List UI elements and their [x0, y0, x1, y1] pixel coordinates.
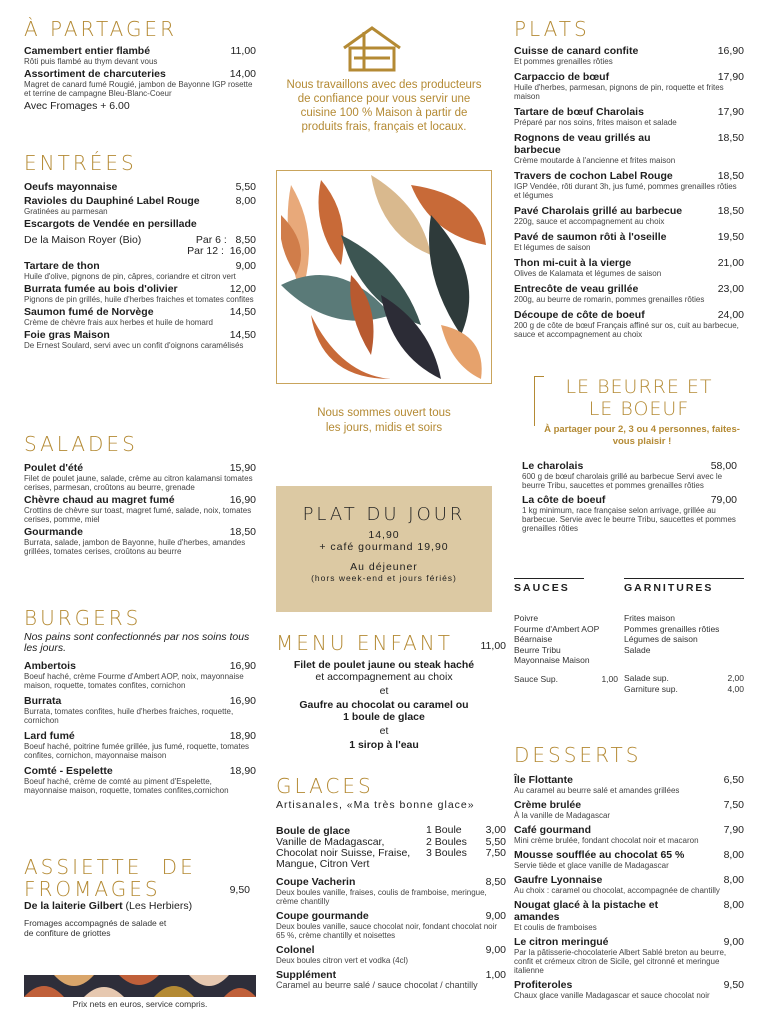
escargots-origin: De la Maison Royer (Bio) — [24, 234, 142, 246]
garniture-sup-label: Garniture sup. — [624, 684, 678, 694]
item-price: 8,00 — [235, 195, 256, 207]
item-price: 17,90 — [717, 106, 744, 118]
item-name: Le citron meringué — [514, 936, 609, 948]
item-price: 12,00 — [229, 283, 256, 295]
item-name: Carpaccio de bœuf — [514, 71, 610, 83]
menu-item — [514, 936, 744, 975]
item-price: 8,00 — [723, 899, 744, 911]
sauce-sup-label: Sauce Sup. — [514, 673, 558, 684]
item-price: 9,00 — [485, 944, 506, 956]
garniture-item: Salade — [624, 644, 651, 655]
item-name: La côte de boeuf — [522, 494, 606, 506]
item-desc: Préparé par nos soins, frites maison et salade — [514, 118, 677, 127]
menu-item — [24, 526, 256, 556]
menu-item — [24, 329, 256, 350]
menu-item — [276, 876, 506, 906]
item-name: Gourmande — [24, 526, 83, 538]
item-name: Pavé de saumon rôti à l'oseille — [514, 231, 667, 243]
item-name: Saumon fumé de Norvège — [24, 306, 154, 318]
item-name: De la laiterie Gilbert — [24, 900, 123, 912]
item-name: Colonel — [276, 944, 315, 956]
item-name: Chèvre chaud au magret fumé — [24, 494, 175, 506]
section-title-2: LE BOEUF — [588, 398, 690, 420]
menu-item — [514, 849, 744, 870]
enfant-line-4: 1 boule de glace — [343, 711, 425, 723]
item-desc: Crème de chèvre frais aux herbes et huile de homard — [24, 318, 213, 327]
menu-item — [514, 71, 744, 101]
menu-item — [276, 969, 506, 990]
section-entrees — [24, 152, 256, 352]
item-desc: Boeuf haché, crème Fourme d'Ambert AOP, noix, mayonnaise maison, roquette, tomates confites, cornichon — [24, 672, 244, 690]
menu-item — [514, 283, 744, 304]
section-desserts — [514, 744, 744, 1002]
section-title: GARNITURES — [624, 578, 744, 597]
item-name: Gaufre Lyonnaise — [514, 874, 603, 886]
item-price: 6,50 — [723, 774, 744, 786]
sauce-sup-price: 1,00 — [601, 673, 618, 684]
plat-du-jour-box — [276, 486, 492, 612]
section-assiette-fromages — [24, 856, 256, 938]
item-price: 9,50 — [229, 884, 250, 896]
section-title: MENU ENFANT — [276, 631, 453, 655]
garniture-item: Pommes grenailles rôties — [624, 623, 720, 634]
item-name: Ravioles du Dauphiné Label Rouge — [24, 195, 200, 207]
section-salades — [24, 433, 256, 558]
item-name: Tartare de thon — [24, 260, 100, 272]
item-desc: Rôti puis flambé au thym devant vous — [24, 57, 158, 66]
item-price: 9,50 — [723, 979, 744, 991]
item-price: 7,50 — [723, 799, 744, 811]
section-beurre-boeuf — [514, 376, 744, 535]
item-name: Nougat glacé à la pistache et amandes — [514, 899, 659, 923]
decorative-leaves-icon — [24, 975, 256, 997]
item-name: Le charolais — [522, 460, 584, 472]
menu-item — [514, 979, 744, 1000]
item-name: Burrata — [24, 695, 62, 707]
menu-item — [24, 765, 256, 795]
item-price: 18,90 — [229, 765, 256, 777]
item-desc: Fromages accompagnés de salade et de confiture de griottes — [24, 918, 167, 938]
item-desc: Olives de Kalamata et légumes de saison — [514, 269, 662, 278]
item-name: Tartare de bœuf Charolais — [514, 106, 644, 118]
item-name: Foie gras Maison — [24, 329, 110, 341]
sauce-item: Beurre Tribu — [514, 644, 561, 655]
section-title: À PARTAGER — [24, 17, 177, 41]
item-desc: 600 g de bœuf charolais grillé au barbecue Servi avec le beurre Tribu, saucettes et pommes grenailles rôties — [522, 472, 723, 490]
menu-item — [514, 799, 744, 820]
item-desc: Au caramel au beurre salé et amandes grillées — [514, 786, 680, 795]
menu-item — [514, 106, 744, 127]
illustration-frame — [276, 170, 492, 384]
item-desc: Et coulis de framboises — [514, 923, 597, 932]
item-name: Burrata fumée au bois d'olivier — [24, 283, 178, 295]
item-name: Rognons de veau grillés au barbecue — [514, 132, 651, 156]
glaces-sub: Artisanales, «Ma très bonne glace» — [276, 799, 475, 811]
item-desc: Burrata, salade, jambon de Bayonne, huile d'herbes, amandes grillées, tomates cerises, croûtons au beurre — [24, 538, 246, 556]
item-desc: 200 g de côte de bœuf Français affiné sur os, cuit au barbecue, sauce et accompagnement au choix — [514, 321, 739, 339]
menu-item — [514, 874, 744, 895]
boule-price: 7,50 — [485, 847, 506, 859]
item-desc: Au choix : caramel ou chocolat, accompagnée de chantilly — [514, 886, 720, 895]
item-name: Entrecôte de veau grillée — [514, 283, 639, 295]
plat-du-jour-note: (hors week-end et jours fériés) — [311, 573, 457, 583]
item-name: Cuisse de canard confite — [514, 45, 639, 57]
menu-item — [24, 660, 256, 690]
section-title: PLATS — [514, 17, 590, 41]
item-name: Île Flottante — [514, 774, 573, 786]
menu-item — [24, 195, 256, 216]
menu-item — [276, 910, 506, 940]
menu-item — [514, 309, 744, 339]
leaves-illustration-icon — [281, 175, 487, 379]
item-price: 79,00 — [710, 494, 737, 506]
beurre-sub: À partager pour 2, 3 ou 4 personnes, faites-vous plaisir ! — [544, 424, 740, 447]
item-name: Oeufs mayonnaise — [24, 181, 118, 193]
cheese-extra: Avec Fromages + 6.00 — [24, 100, 130, 112]
item-name: Coupe gourmande — [276, 910, 369, 922]
item-desc: Crottins de chèvre sur toast, magret fumé, salade, noix, tomates cerises, pomme, miel — [24, 506, 252, 524]
sauce-item: Fourme d'Ambert AOP — [514, 623, 600, 634]
item-price: 11,00 — [480, 640, 506, 652]
item-desc: Boeuf haché, poitrine fumée grillée, jus fumé, roquette, tomates confites, cornichon, mayonnaise maison — [24, 742, 250, 760]
item-desc: Huile d'olive, pignons de pin, câpres, coriandre et citron vert — [24, 272, 236, 281]
decorative-banner — [24, 975, 256, 997]
boule-qty: 3 Boules — [426, 847, 467, 859]
menu-item — [24, 730, 256, 760]
garniture-sup-label: Salade sup. — [624, 673, 669, 683]
section-title: LE BEURRE ET — [565, 376, 713, 398]
enfant-line-1: Filet de poulet jaune ou steak haché — [293, 659, 475, 671]
item-desc: Magret de canard fumé Rougié, jambon de Bayonne IGP rosette et terrine de campagne Bleu-Blanc-Coeur — [24, 80, 253, 98]
item-price: 18,90 — [229, 730, 256, 742]
section-title: GLACES — [276, 774, 374, 798]
garniture-item: Frites maison — [624, 613, 676, 623]
item-desc: De Ernest Soulard, servi avec un confit d'oignons caramélisés — [24, 341, 244, 350]
section-title: SALADES — [24, 432, 138, 456]
section-sauces — [514, 578, 618, 684]
item-desc: Par la pâtisserie-chocolaterie Albert Sablé breton au beurre, confit et crémeux citron de Sicile, gel citronné et meringue italienne — [514, 948, 727, 975]
item-price: 18,50 — [717, 170, 744, 182]
section-burgers — [24, 607, 256, 797]
item-price: 5,50 — [235, 181, 256, 193]
enfant-line-2: et accompagnement au choix — [315, 671, 453, 683]
item-desc: 200g, au beurre de romarin, pommes grenailles rôties — [514, 295, 705, 304]
item-name: Café gourmand — [514, 824, 592, 836]
section-title: DESSERTS — [514, 743, 642, 767]
item-price: 8,00 — [723, 874, 744, 886]
item-price: 8,50 — [485, 876, 506, 888]
section-title: BURGERS — [24, 606, 142, 630]
section-title: SAUCES — [514, 578, 584, 597]
item-price: 16,90 — [717, 45, 744, 57]
item-price: 9,00 — [485, 910, 506, 922]
item-price: 14,00 — [229, 68, 256, 80]
boule-qty: 1 Boule — [426, 824, 462, 836]
item-desc: Deux boules vanille, sauce chocolat noir, fondant chocolat noir 65 %, crème chantilly et noisettes — [276, 922, 498, 940]
section-plats — [514, 18, 744, 341]
boule-price: 5,50 — [485, 835, 506, 848]
item-desc: Servie tiède et glace vanille de Madagascar — [514, 861, 669, 870]
item-desc: Deux boules vanille, fraises, coulis de framboise, meringue, crème chantilly — [276, 888, 487, 906]
menu-item — [24, 260, 256, 281]
item-desc: Boeuf haché, crème de comté au piment d'Espelette, mayonnaise maison, roquette, tomates confites,cornichon — [24, 777, 229, 795]
menu-item — [514, 774, 744, 795]
item-desc: Caramel au beurre salé / sauce chocolat / chantilly — [276, 980, 478, 990]
item-desc: 220g, sauce et accompagnement au choix — [514, 217, 665, 226]
garniture-sup-price: 4,00 — [727, 684, 744, 694]
item-name: Boule de glace — [276, 825, 351, 837]
item-price: 19,50 — [717, 231, 744, 243]
menu-item — [522, 460, 737, 490]
item-desc: Filet de poulet jaune, salade, crème au citron kalamansi tomates cerises, parmesan, croûtons au beurre, grenade — [24, 474, 253, 492]
item-desc: Vanille de Madagascar, Chocolat noir Suisse, Fraise, Mangue, Citron Vert — [276, 836, 411, 870]
item-desc: 1 kg minimum, race française selon arrivage, grillée au barbecue. Servie avec le beurre Tribu, saucettes et pommes grenailles rôties — [522, 506, 736, 533]
menu-item — [514, 45, 744, 66]
boule-qty: 2 Boules — [426, 835, 467, 848]
menu-item — [276, 944, 506, 965]
enfant-line-3: Gaufre au chocolat ou caramel ou — [299, 699, 469, 711]
item-name: Travers de cochon Label Rouge — [514, 170, 673, 182]
menu-item — [514, 170, 744, 200]
menu-item — [24, 68, 256, 98]
item-price: 21,00 — [717, 257, 744, 269]
item-name: Supplément — [276, 969, 337, 981]
boule-price: 3,00 — [485, 824, 506, 836]
item-name: Mousse soufflée au chocolat 65 % — [514, 849, 685, 861]
menu-item — [514, 824, 744, 845]
plat-du-jour-title: PLAT DU JOUR — [302, 504, 466, 525]
item-price: 58,00 — [710, 460, 737, 472]
item-desc: Pignons de pin grillés, huile d'herbes fraiches et tomates confites — [24, 295, 254, 304]
item-name: Lard fumé — [24, 730, 75, 742]
item-name: Poulet d'été — [24, 462, 84, 474]
plat-du-jour-cafe: + café gourmand 19,90 — [319, 541, 449, 553]
item-price: 14,50 — [229, 329, 256, 341]
item-desc: Et légumes de saison — [514, 243, 591, 252]
item-price: 18,50 — [717, 132, 744, 144]
plat-du-jour-price: 14,90 — [368, 529, 400, 541]
item-desc: Burrata, tomates confites, huile d'herbes fraiches, roquette, cornichon — [24, 707, 234, 725]
menu-item — [24, 306, 256, 327]
item-name: Pavé Charolais grillé au barbecue — [514, 205, 683, 217]
menu-item — [24, 181, 256, 193]
item-name: Ambertois — [24, 660, 76, 672]
section-garnitures — [624, 578, 744, 695]
item-price: 9,00 — [235, 260, 256, 272]
item-name: Coupe Vacherin — [276, 876, 356, 888]
item-price: 8,00 — [723, 849, 744, 861]
enfant-et-1: et — [379, 685, 389, 697]
item-name: Profiteroles — [514, 979, 573, 991]
menu-item — [514, 132, 744, 165]
garniture-item: Légumes de saison — [624, 634, 698, 644]
menu-item — [24, 695, 256, 725]
menu-item — [24, 462, 256, 492]
item-desc: À la vanille de Madagascar — [514, 811, 611, 820]
item-price: 15,90 — [229, 462, 256, 474]
item-price: 16,90 — [229, 494, 256, 506]
item-desc: Mini crème brulée, fondant chocolat noir et macaron — [514, 836, 699, 845]
section-glaces — [276, 775, 506, 992]
item-desc: Crème moutarde à l'ancienne et frites maison — [514, 156, 676, 165]
item-name: Camembert entier flambé — [24, 45, 151, 57]
footer-note: Prix nets en euros, service compris. — [72, 999, 208, 1009]
item-price: 16,90 — [229, 660, 256, 672]
sauce-item: Poivre — [514, 613, 539, 623]
menu-item — [514, 231, 744, 252]
enfant-et-2: et — [379, 725, 389, 737]
item-price: 7,90 — [723, 824, 744, 836]
sauce-item: Béarnaise — [514, 634, 553, 644]
menu-item — [24, 494, 256, 524]
item-desc: IGP Vendée, rôti durant 3h, jus fumé, pommes grenailles rôties et légumes — [514, 182, 737, 200]
item-name: Thon mi-cuit à la vierge — [514, 257, 632, 269]
item-name: Découpe de côte de boeuf — [514, 309, 645, 321]
menu-item — [24, 283, 256, 304]
item-price: 16,90 — [229, 695, 256, 707]
menu-item — [514, 899, 744, 932]
item-price: 11,00 — [230, 45, 256, 57]
intro-text: Nous travaillons avec des producteurs de confiance pour vous servir une cuisine 100 % Maison à partir de produits frais, français et locaux. — [286, 79, 482, 133]
item-price: 14,50 — [229, 306, 256, 318]
item-price: 23,00 — [717, 283, 744, 295]
item-desc: Chaux glace vanille Madagascar et sauce chocolat noir — [514, 991, 710, 1000]
sauce-item: Mayonnaise Maison — [514, 655, 590, 665]
plat-du-jour-lunch: Au déjeuner — [350, 561, 418, 573]
menu-item — [24, 45, 256, 66]
burgers-intro: Nos pains sont confectionnés par nos soins tous les jours. — [24, 631, 250, 654]
item-price: 24,00 — [717, 309, 744, 321]
item-name: Escargots de Vendée en persillade — [24, 218, 197, 230]
item-price: 1,00 — [485, 969, 506, 981]
item-desc: Huile d'herbes, parmesan, pignons de pin, roquette et frites maison — [514, 83, 724, 101]
item-name: Crème brulée — [514, 799, 582, 811]
opening-hours: Nous sommes ouvert tous les jours, midis et soirs — [317, 407, 451, 434]
section-menu-enfant — [276, 632, 506, 751]
item-desc: Gratinées au parmesan — [24, 207, 108, 216]
item-name: Assortiment de charcuteries — [24, 68, 166, 80]
garniture-sup-price: 2,00 — [727, 673, 744, 683]
section-title-2: FROMAGES — [24, 877, 161, 901]
item-price: 17,90 — [717, 71, 744, 83]
section-a-partager — [24, 18, 256, 112]
enfant-line-5: 1 sirop à l'eau — [349, 739, 419, 751]
item-price: 18,50 — [229, 526, 256, 538]
item-price: 9,00 — [723, 936, 744, 948]
section-title: ASSIETTE DE — [24, 855, 196, 879]
escargots-par6: Par 6 : 8,50 — [195, 234, 256, 246]
beurre-bracket — [534, 376, 544, 426]
section-title: ENTRÉES — [24, 151, 137, 175]
menu-item — [522, 494, 737, 533]
item-price: 18,50 — [717, 205, 744, 217]
item-desc: Et pommes grenailles rôties — [514, 57, 613, 66]
menu-item — [514, 257, 744, 278]
item-desc: Deux boules citron vert et vodka (4cl) — [276, 956, 409, 965]
item-name: Comté - Espelette — [24, 765, 113, 777]
escargots-par12: Par 12 : 16,00 — [187, 245, 256, 257]
menu-item — [514, 205, 744, 226]
menu-item — [24, 218, 256, 230]
item-name-suffix: (Les Herbiers) — [122, 900, 193, 912]
house-logo-icon — [340, 24, 404, 72]
